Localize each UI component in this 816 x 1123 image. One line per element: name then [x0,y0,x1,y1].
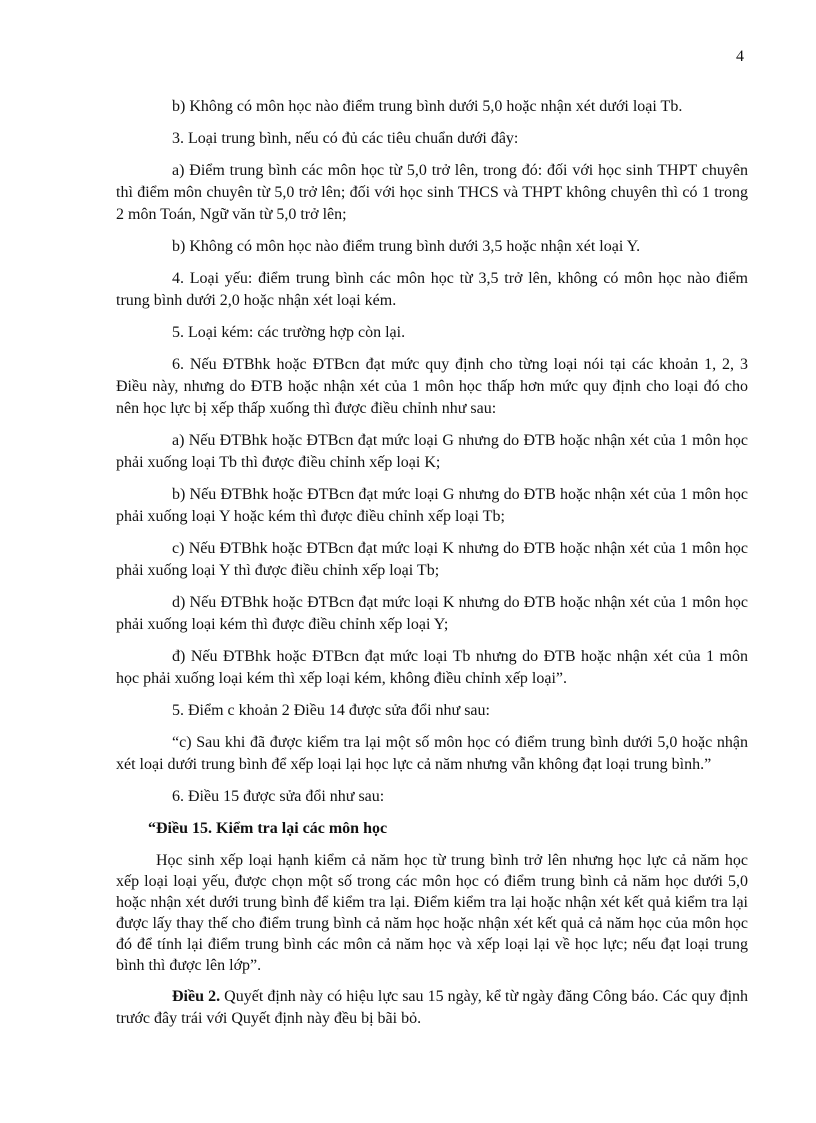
paragraph: 6. Nếu ĐTBhk hoặc ĐTBcn đạt mức quy định cho từng loại nói tại các khoản 1, 2, 3 Điều này, nhưng do ĐTB hoặc nhận xét của 1 môn học thấp hơn mức quy định cho loại đó cho nên học lực bị xếp thấp xuống thì được điều chỉnh như sau: [116,356,748,417]
paragraph: 3. Loại trung bình, nếu có đủ các tiêu chuẩn dưới đây: [172,130,519,147]
article-body: Học sinh xếp loại hạnh kiểm cả năm học từ trung bình trở lên nhưng học lực cả năm học xếp loại loại yếu, được chọn một số trong các môn học có điểm trung bình cả năm học dưới 5,0 hoặc nhận xét dưới trung bình để kiểm tra lại. Điểm kiểm tra lại hoặc nhận xét kết quả kiểm tra lại được lấy thay thế cho điểm trung bình cả năm học hoặc nhận xét kết quả cả năm học của môn học đó để tính lại điểm trung bình các môn cả năm học và xếp loại lại về học lực; nếu đạt loại trung bình thì được lên lớp”. [116,852,748,974]
page-number: 4 [736,48,744,65]
document-body [116,96,748,1040]
paragraph: c) Nếu ĐTBhk hoặc ĐTBcn đạt mức loại K nhưng do ĐTB hoặc nhận xét của 1 môn học phải xuống loại Y thì được điều chỉnh xếp loại Tb; [116,540,748,579]
final-article [116,986,748,1030]
paragraph: a) Nếu ĐTBhk hoặc ĐTBcn đạt mức loại G nhưng do ĐTB hoặc nhận xét của 1 môn học phải xuống loại Tb thì được điều chỉnh xếp loại K; [116,432,748,471]
final-article-text: Quyết định này có hiệu lực sau 15 ngày, kể từ ngày đăng Công báo. Các quy định trước đây trái với Quyết định này đều bị bãi bỏ. [116,988,749,1027]
paragraph: 6. Điều 15 được sửa đổi như sau: [172,788,385,805]
paragraph: b) Nếu ĐTBhk hoặc ĐTBcn đạt mức loại G nhưng do ĐTB hoặc nhận xét của 1 môn học phải xuống loại Y hoặc kém thì được điều chỉnh xếp loại Tb; [116,486,748,525]
final-article-label: Điều 2. [172,988,221,1005]
paragraph: 4. Loại yếu: điểm trung bình các môn học từ 3,5 trở lên, không có môn học nào điểm trung bình dưới 2,0 hoặc nhận xét loại kém. [116,270,748,309]
article-heading: “Điều 15. Kiểm tra lại các môn học [148,820,388,837]
paragraph: “c) Sau khi đã được kiểm tra lại một số môn học có điểm trung bình dưới 5,0 hoặc nhận xét loại dưới trung bình để xếp loại lại học lực cả năm nhưng vẫn không đạt loại trung bình.” [116,734,748,773]
paragraph: b) Không có môn học nào điểm trung bình dưới 5,0 hoặc nhận xét dưới loại Tb. [172,98,683,115]
paragraph: b) Không có môn học nào điểm trung bình dưới 3,5 hoặc nhận xét loại Y. [172,238,641,255]
paragraph: a) Điểm trung bình các môn học từ 5,0 trở lên, trong đó: đối với học sinh THPT chuyên thì điểm môn chuyên từ 5,0 trở lên; đối với học sinh THCS và THPT không chuyên thì có 1 trong 2 môn Toán, Ngữ văn từ 5,0 trở lên; [116,162,748,223]
paragraph: 5. Loại kém: các trường hợp còn lại. [172,324,406,341]
paragraph: d) Nếu ĐTBhk hoặc ĐTBcn đạt mức loại K nhưng do ĐTB hoặc nhận xét của 1 môn học phải xuống loại kém thì được điều chỉnh xếp loại Y; [116,594,748,633]
paragraph: đ) Nếu ĐTBhk hoặc ĐTBcn đạt mức loại Tb nhưng do ĐTB hoặc nhận xét của 1 môn học phải xuống loại kém thì xếp loại kém, không điều chỉnh xếp loại”. [116,648,748,687]
paragraph: 5. Điểm c khoản 2 Điều 14 được sửa đổi như sau: [172,702,490,719]
